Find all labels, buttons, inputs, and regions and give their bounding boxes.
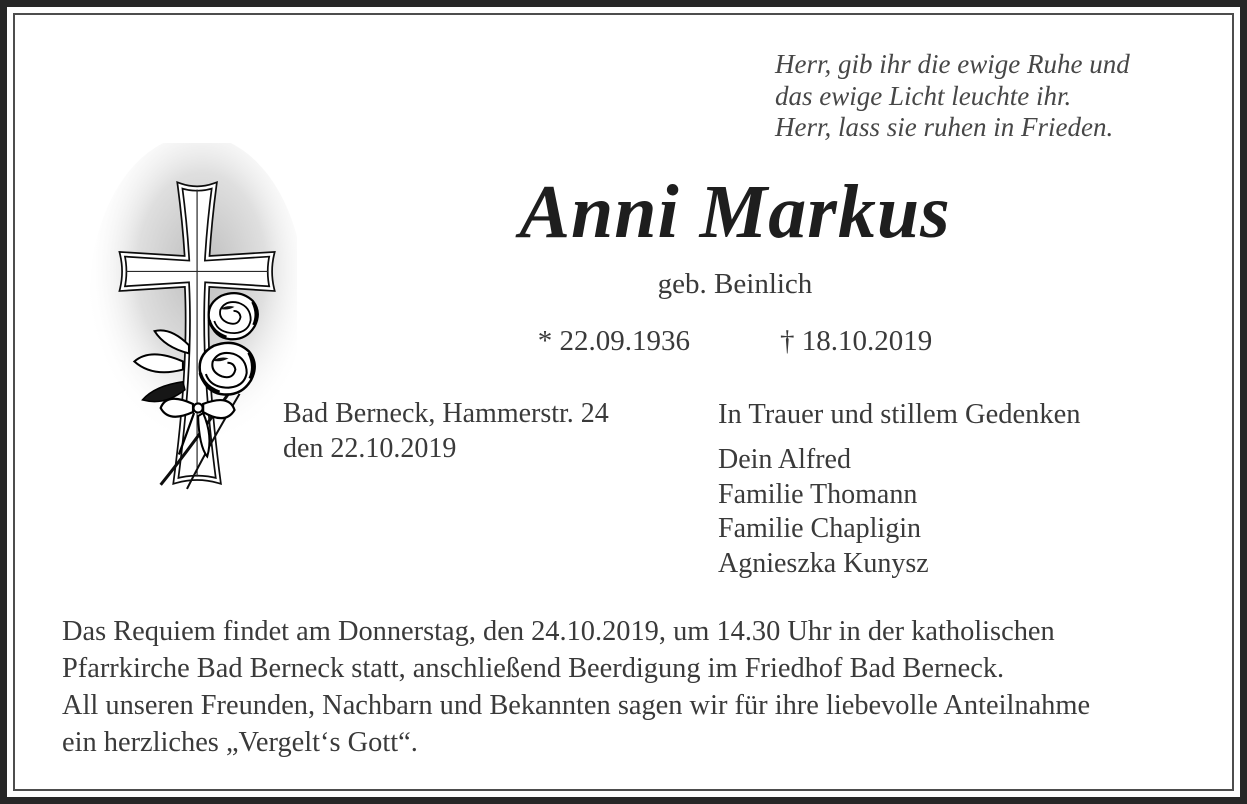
- life-dates: [415, 325, 1055, 358]
- obituary-card: [13, 13, 1234, 791]
- place-line: Bad Berneck, Hammerstr. 24: [283, 398, 609, 429]
- funeral-announcement: [62, 613, 1222, 761]
- mourners-block: [718, 400, 1081, 581]
- epigraph-line: Herr, lass sie ruhen in Frieden.: [775, 112, 1114, 142]
- death-date: † 18.10.2019: [780, 325, 933, 357]
- announcement-line: Das Requiem findet am Donnerstag, den 24.10.2019, um 14.30 Uhr in der katholischen: [62, 616, 1055, 647]
- deceased-name: Anni Markus: [519, 170, 951, 254]
- maiden-name: geb. Beinlich: [657, 268, 813, 300]
- place-dateline: [283, 396, 609, 466]
- epigraph: [775, 49, 1175, 144]
- mourner-name: Familie Chapligin: [718, 513, 921, 544]
- mourner-name: Agnieszka Kunysz: [718, 547, 929, 579]
- date-line: den 22.10.2019: [283, 433, 457, 464]
- birth-date: * 22.09.1936: [537, 325, 690, 357]
- mourners-heading: In Trauer und stillem Gedenken: [718, 399, 1081, 430]
- mourners-names: [718, 443, 1081, 581]
- cross-with-roses-icon: [83, 143, 297, 497]
- epigraph-line: Herr, gib ihr die ewige Ruhe und: [775, 49, 1130, 79]
- mourner-name: Familie Thomann: [718, 478, 918, 510]
- announcement-line: Pfarrkirche Bad Berneck statt, anschließend Beerdigung im Friedhof Bad Berneck.: [62, 653, 1005, 684]
- announcement-line: All unseren Freunden, Nachbarn und Bekannten sagen wir für ihre liebevolle Anteilnahme: [62, 690, 1091, 721]
- mourner-name: Dein Alfred: [718, 444, 851, 475]
- epigraph-line: das ewige Licht leuchte ihr.: [775, 80, 1072, 111]
- announcement-line: ein herzliches „Vergelt‘s Gott“.: [62, 727, 418, 758]
